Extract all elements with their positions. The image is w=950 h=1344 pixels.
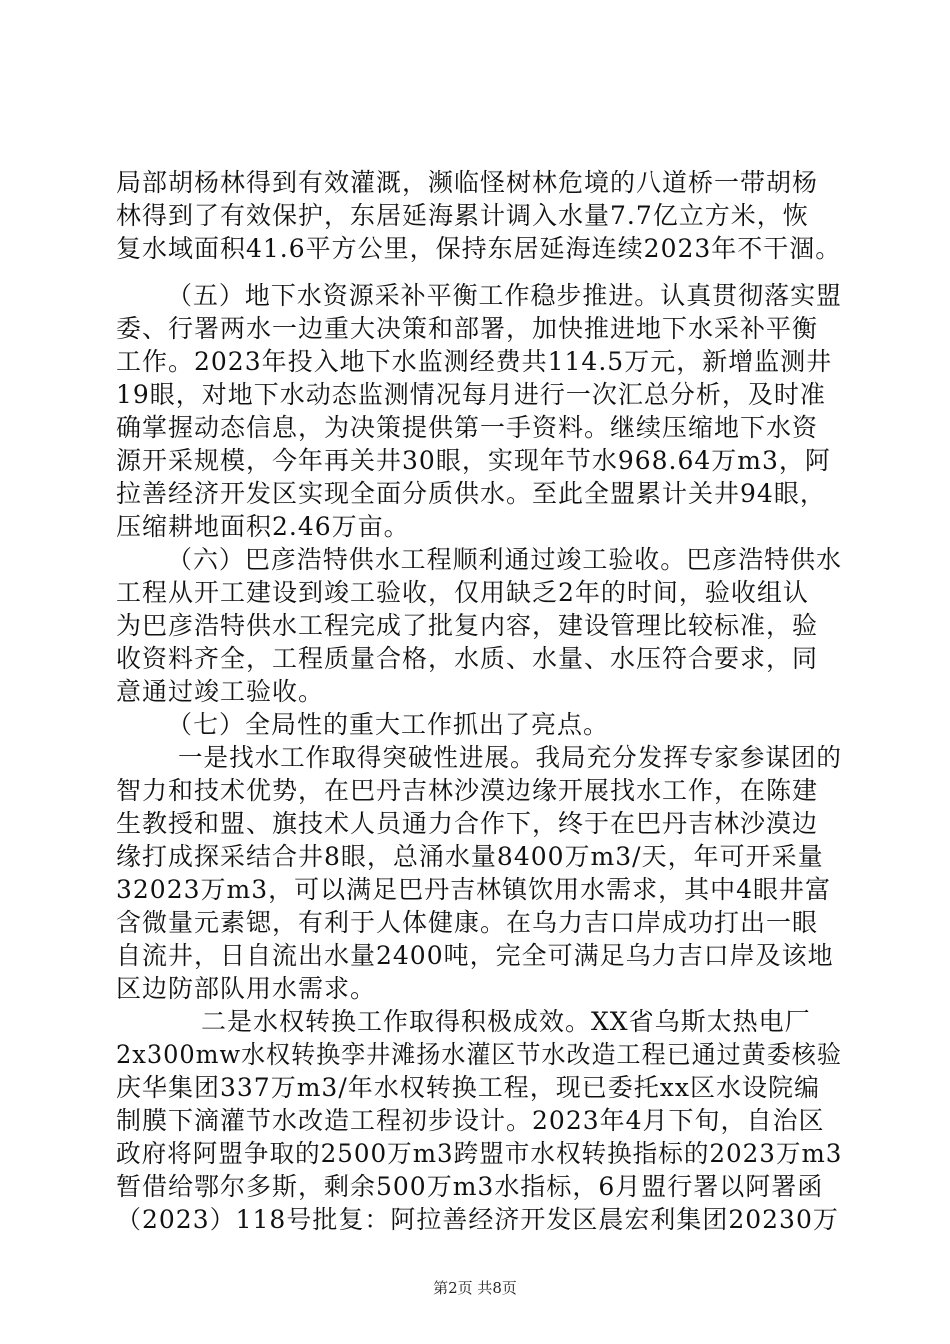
text-line: 二是水权转换工作取得积极成效。XX省乌斯太热电厂 bbox=[201, 1007, 811, 1036]
text-line: 工作。2023年投入地下水监测经费共114.5万元，新增监测井 bbox=[116, 347, 833, 376]
text-line: 2x300mw水权转换孪井滩扬水灌区节水改造工程已通过黄委核验 bbox=[116, 1040, 842, 1069]
text-line: 工程从开工建设到竣工验收，仅用缺乏2年的时间，验收组认 bbox=[116, 578, 809, 607]
text-line: 政府将阿盟争取的2500万m3跨盟市水权转换指标的2023万m3 bbox=[116, 1139, 843, 1168]
text-line: （六）巴彦浩特供水工程顺利通过竣工验收。巴彦浩特供水 bbox=[167, 545, 843, 574]
text-line: 含微量元素锶，有利于人体健康。在乌力吉口岸成功打出一眼 bbox=[116, 908, 819, 937]
text-line: 意通过竣工验收。 bbox=[116, 677, 325, 706]
text-line: （五）地下水资源采补平衡工作稳步推进。认真贯彻落实盟 bbox=[167, 281, 843, 310]
text-line: 自流井，日自流出水量2400吨，完全可满足乌力吉口岸及该地 bbox=[116, 941, 834, 970]
text-line: 制膜下滴灌节水改造工程初步设计。2023年4月下旬，自治区 bbox=[116, 1106, 825, 1135]
page-footer: 第2页 共8页 bbox=[433, 1279, 517, 1297]
text-line: （七）全局性的重大工作抓出了亮点。 bbox=[167, 710, 610, 739]
text-line: 一是找水工作取得突破性进展。我局充分发挥专家参谋团的 bbox=[178, 743, 842, 772]
text-line: 收资料齐全，工程质量合格，水质、水量、水压符合要求，同 bbox=[116, 644, 819, 673]
text-line: 缘打成探采结合井8眼，总涌水量8400万m3/天，年可开采量 bbox=[116, 842, 824, 871]
text-line: 庆华集团337万m3/年水权转换工程，现已委托xx区水设院编 bbox=[116, 1073, 820, 1102]
text-line: 为巴彦浩特供水工程完成了批复内容，建设管理比较标准，验 bbox=[116, 611, 819, 640]
text-line: 暂借给鄂尔多斯，剩余500万m3水指标，6月盟行署以阿署函 bbox=[116, 1172, 824, 1201]
text-line: 源开采规模，今年再关井30眼，实现年节水968.64万m3，阿 bbox=[116, 446, 831, 475]
text-line: 局部胡杨林得到有效灌溉，濒临怪树林危境的八道桥一带胡杨 bbox=[116, 168, 819, 197]
text-line: 智力和技术优势，在巴丹吉林沙漠边缘开展找水工作，在陈建 bbox=[116, 776, 819, 805]
text-line: 19眼，对地下水动态监测情况每月进行一次汇总分析，及时准 bbox=[116, 380, 826, 409]
text-line: 林得到了有效保护，东居延海累计调入水量7.7亿立方米，恢 bbox=[116, 201, 809, 230]
text-line: 压缩耕地面积2.46万亩。 bbox=[116, 512, 410, 541]
text-line: 确掌握动态信息，为决策提供第一手资料。继续压缩地下水资 bbox=[116, 413, 819, 442]
text-line: 32023万m3，可以满足巴丹吉林镇饮用水需求，其中4眼井富 bbox=[116, 875, 832, 904]
text-line: 拉善经济开发区实现全面分质供水。至此全盟累计关井94眼， bbox=[116, 479, 826, 508]
text-line: 委、行署两水一边重大决策和部署，加快推进地下水采补平衡 bbox=[116, 314, 819, 343]
text-line: 区边防部队用水需求。 bbox=[116, 974, 377, 1003]
text-line: （2023）118号批复：阿拉善经济开发区晨宏利集团20230万 bbox=[116, 1205, 839, 1234]
text-line: 生教授和盟、旗技术人员通力合作下，终于在巴丹吉林沙漠边 bbox=[116, 809, 819, 838]
text-line: 复水域面积41.6平方公里，保持东居延海连续2023年不干涸。 bbox=[116, 234, 842, 263]
